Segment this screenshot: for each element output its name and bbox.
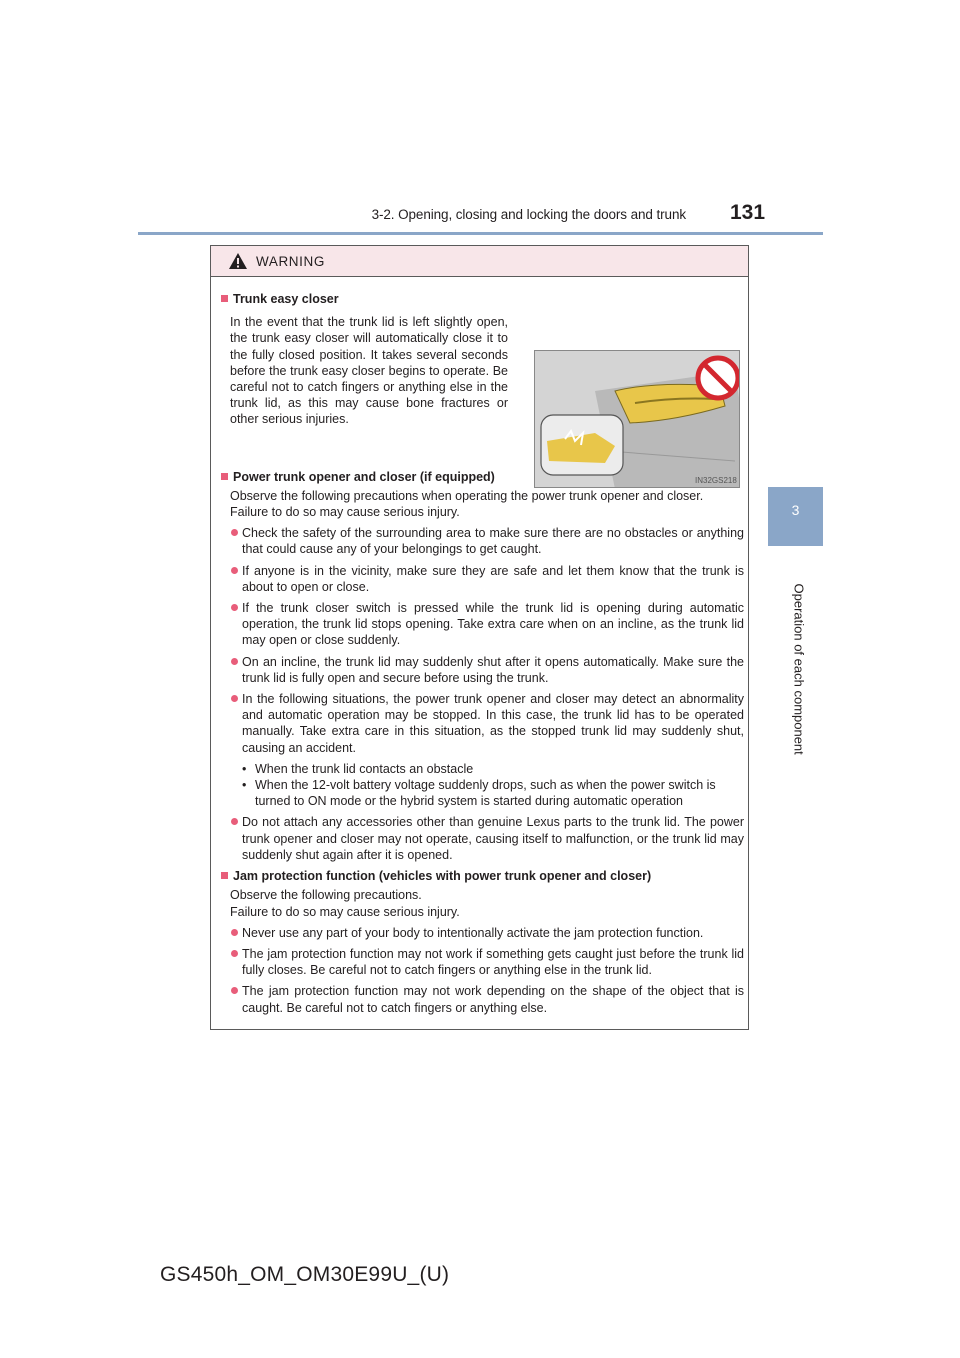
chapter-tab: 3 — [768, 487, 823, 546]
warning-box — [210, 245, 749, 1030]
bullet-icon — [231, 929, 238, 936]
sub-list-item: • When the trunk lid contacts an obstacle — [242, 761, 474, 776]
image-code: IN32GS218 — [695, 476, 737, 485]
square-bullet-icon — [221, 295, 228, 302]
jam-intro-1: Observe the following precautions. — [230, 888, 422, 903]
list-item: Do not attach any accessories other than genuine Lexus parts to the trunk lid. The power trunk opener and closer may not operate, causing itself to malfunction, or the trunk lid may suddenly shut again after it is opened. — [231, 814, 744, 863]
bullet-icon — [231, 567, 238, 574]
power-trunk-intro: Observe the following precautions when operating the power trunk opener and closer. Failure to do so may cause serious injury. — [230, 488, 704, 520]
section-heading: Trunk easy closer — [219, 291, 744, 307]
square-bullet-icon — [221, 473, 228, 480]
section-title: 3-2. Opening, closing and locking the doors and trunk — [371, 207, 686, 222]
list-item: Never use any part of your body to intentionally activate the jam protection function. — [231, 925, 744, 941]
bullet-icon — [231, 695, 238, 702]
bullet-icon — [231, 818, 238, 825]
list-item: The jam protection function may not work if something gets caught just before the trunk lid fully closes. Be careful not to catch fingers or anything else in the trunk lid. — [231, 946, 744, 978]
trunk-illustration-graphic — [535, 351, 740, 488]
trunk-closer-illustration — [534, 350, 740, 488]
list-item: In the following situations, the power trunk opener and closer may detect an abnormality and automatic operation may be stopped. In this case, the trunk lid has to be operated manually. Take extra care in this situation, as the stopped trunk lid may suddenly shut, causing an accident. — [231, 691, 744, 756]
page-number: 131 — [730, 201, 766, 224]
sub-list — [219, 761, 744, 810]
section-heading: Power trunk opener and closer (if equipped) — [219, 469, 744, 485]
easy-closer-text: In the event that the trunk lid is left slightly open, the trunk easy closer will automatically close it to the fully closed position. It takes several seconds before the trunk easy closer begins to operate. Be careful not to catch fingers or anything else in the trunk lid, as this may cause bone fractures or other serious injuries. — [230, 315, 508, 427]
warning-header — [211, 246, 748, 277]
sub-list-item: • When the 12-volt battery voltage suddenly drops, such as when the power switch is turned to ON mode or the hybrid system is started during automatic operation — [242, 778, 716, 809]
document-code: GS450h_OM_OM30E99U_(U) — [160, 1263, 450, 1286]
jam-intro-2: Failure to do so may cause serious injury. — [230, 904, 460, 919]
bullet-icon — [231, 529, 238, 536]
list-item: On an incline, the trunk lid may suddenly shut after it opens automatically. Make sure the trunk lid is fully open and secure before using the trunk. — [231, 654, 744, 686]
section-heading: Jam protection function (vehicles with power trunk opener and closer) — [219, 868, 744, 884]
list-item: The jam protection function may not work depending on the shape of the object that is caught. Be careful not to catch fingers or anything else. — [231, 983, 744, 1015]
list-item: If the trunk closer switch is pressed while the trunk lid is opening during automatic operation, the trunk lid stops opening. Take extra care when on an incline, as the trunk lid may open or close suddenly. — [231, 600, 744, 649]
warning-label: WARNING — [256, 253, 325, 269]
header-rule — [138, 232, 823, 235]
list-item: Check the safety of the surrounding area to make sure there are no obstacles or anything that could cause any of your belongings to get caught. — [231, 525, 744, 557]
chapter-title: Operation of each component — [791, 583, 807, 755]
bullet-icon — [231, 604, 238, 611]
bullet-icon — [231, 950, 238, 957]
bullet-icon — [231, 658, 238, 665]
square-bullet-icon — [221, 872, 228, 879]
list-item: If anyone is in the vicinity, make sure they are safe and let them know that the trunk is about to open or close. — [231, 563, 744, 595]
bullet-icon — [231, 987, 238, 994]
warning-content — [219, 277, 744, 1016]
warning-triangle-icon — [228, 252, 248, 270]
